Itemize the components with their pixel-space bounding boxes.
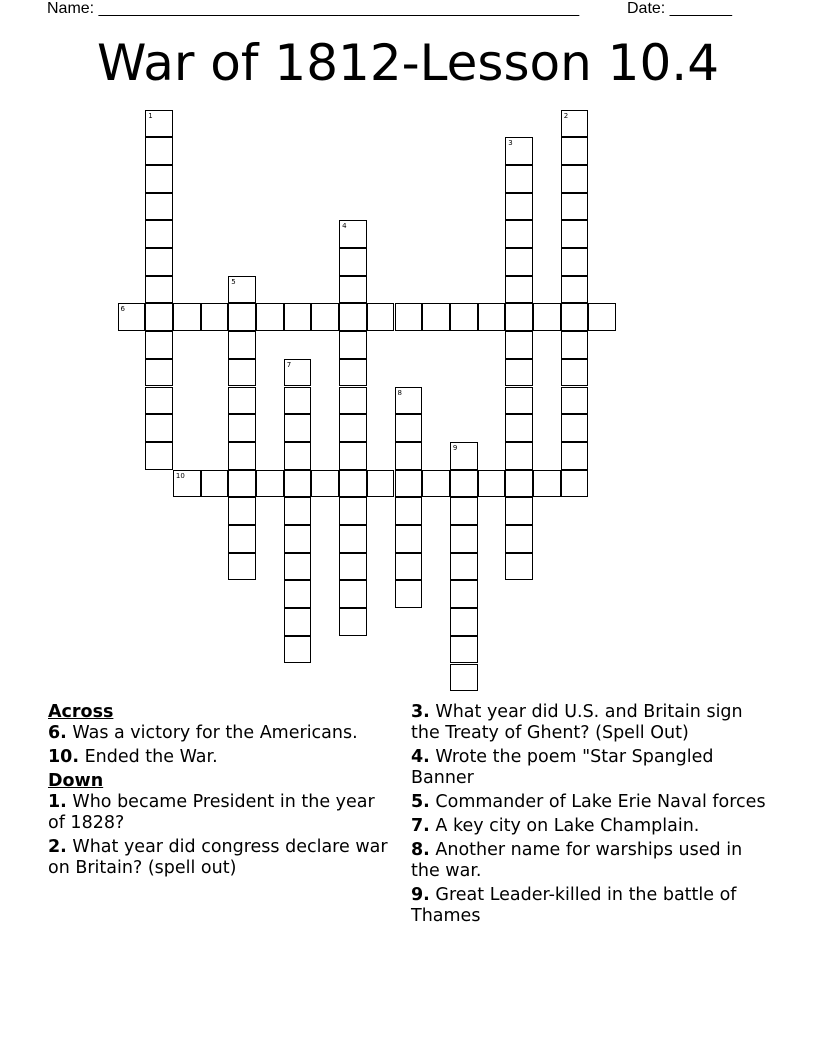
grid-cell[interactable] — [145, 220, 173, 248]
grid-cell[interactable] — [284, 442, 312, 470]
clue-number: 9 — [452, 443, 458, 452]
grid-cell[interactable] — [339, 497, 367, 525]
grid-cell[interactable] — [228, 414, 256, 442]
grid-cell[interactable] — [284, 553, 312, 581]
clue-item-text: Ended the War. — [84, 747, 218, 767]
grid-cell[interactable] — [339, 248, 367, 276]
grid-cell[interactable] — [228, 525, 256, 553]
grid-cell[interactable] — [367, 303, 395, 331]
grid-cell[interactable] — [395, 525, 423, 553]
grid-cell[interactable] — [450, 636, 478, 664]
clue-item-number: 1. — [48, 792, 67, 812]
grid-cell[interactable] — [561, 276, 589, 304]
grid-cell[interactable] — [339, 553, 367, 581]
grid-cell[interactable] — [201, 303, 229, 331]
grid-cell[interactable] — [339, 220, 367, 248]
clue-item — [48, 747, 393, 768]
grid-cell[interactable] — [505, 525, 533, 553]
grid-cell[interactable] — [256, 470, 284, 498]
clue-item — [411, 840, 771, 882]
grid-cell[interactable] — [228, 359, 256, 387]
grid-cell[interactable] — [145, 276, 173, 304]
across-heading: Across — [48, 702, 114, 722]
clue-number: 1 — [148, 111, 153, 120]
clue-item-number: 2. — [48, 837, 67, 857]
clue-item — [411, 816, 771, 837]
grid-cell[interactable] — [145, 414, 173, 442]
grid-cell[interactable] — [339, 387, 367, 415]
clue-item-text: Was a victory for the Americans. — [72, 723, 358, 743]
clue-item — [411, 747, 771, 789]
grid-cell[interactable] — [145, 387, 173, 415]
grid-cell[interactable] — [145, 442, 173, 470]
grid-cell[interactable] — [422, 470, 450, 498]
down-clue-list-continued — [411, 702, 771, 927]
grid-cell[interactable] — [505, 553, 533, 581]
grid-cell[interactable] — [478, 470, 506, 498]
grid-cell[interactable] — [505, 414, 533, 442]
grid-cell[interactable] — [395, 497, 423, 525]
grid-cell[interactable] — [450, 497, 478, 525]
grid-cell[interactable] — [561, 137, 589, 165]
grid-cell[interactable] — [450, 580, 478, 608]
clue-item-text: Wrote the poem "Star Spangled Banner — [411, 747, 714, 788]
grid-cell[interactable] — [311, 470, 339, 498]
grid-cell[interactable] — [588, 303, 616, 331]
grid-cell[interactable] — [173, 303, 201, 331]
grid-cell[interactable] — [339, 414, 367, 442]
grid-cell[interactable] — [145, 303, 173, 331]
page-title: War of 1812-Lesson 10.4 — [96, 34, 720, 92]
grid-cell[interactable] — [505, 442, 533, 470]
grid-cell[interactable] — [339, 359, 367, 387]
grid-cell[interactable] — [561, 248, 589, 276]
grid-cell[interactable] — [505, 220, 533, 248]
grid-cell[interactable] — [450, 470, 478, 498]
date-field-label: Date: _______ — [627, 0, 732, 17]
clue-item-text: Commander of Lake Erie Naval forces — [435, 792, 766, 812]
grid-cell[interactable] — [311, 303, 339, 331]
grid-cell[interactable] — [284, 359, 312, 387]
grid-cell[interactable] — [505, 137, 533, 165]
clue-item-number: 3. — [411, 702, 430, 722]
clue-item-number: 4. — [411, 747, 430, 767]
grid-cell[interactable] — [395, 414, 423, 442]
grid-cell[interactable] — [561, 110, 589, 138]
grid-cell[interactable] — [284, 303, 312, 331]
grid-cell[interactable] — [284, 580, 312, 608]
clue-number: 2 — [563, 111, 569, 120]
grid-cell[interactable] — [561, 387, 589, 415]
grid-cell[interactable] — [228, 331, 256, 359]
grid-cell[interactable] — [395, 442, 423, 470]
grid-cell[interactable] — [118, 303, 146, 331]
grid-cell[interactable] — [395, 303, 423, 331]
grid-cell[interactable] — [284, 525, 312, 553]
grid-cell[interactable] — [228, 387, 256, 415]
grid-cell[interactable] — [173, 470, 201, 498]
grid-cell[interactable] — [422, 303, 450, 331]
grid-cell[interactable] — [339, 608, 367, 636]
grid-cell[interactable] — [561, 303, 589, 331]
grid-cell[interactable] — [395, 553, 423, 581]
clue-number: 4 — [342, 222, 347, 231]
grid-cell[interactable] — [450, 303, 478, 331]
grid-cell[interactable] — [395, 580, 423, 608]
clues-column-left — [48, 702, 393, 882]
clue-number: 8 — [397, 388, 402, 397]
grid-cell[interactable] — [228, 442, 256, 470]
down-clue-list — [48, 792, 393, 879]
grid-cell[interactable] — [367, 470, 395, 498]
grid-cell[interactable] — [284, 387, 312, 415]
clue-item — [48, 723, 393, 744]
clue-number: 10 — [175, 471, 185, 480]
grid-cell[interactable] — [505, 359, 533, 387]
grid-cell[interactable] — [145, 331, 173, 359]
grid-cell[interactable] — [228, 470, 256, 498]
clue-item-text: Who became President in the year of 1828? — [48, 792, 375, 833]
grid-cell[interactable] — [561, 193, 589, 221]
grid-cell[interactable] — [561, 470, 589, 498]
grid-cell[interactable] — [339, 470, 367, 498]
grid-cell[interactable] — [395, 470, 423, 498]
grid-cell[interactable] — [450, 664, 478, 692]
grid-cell[interactable] — [505, 331, 533, 359]
grid-cell[interactable] — [395, 387, 423, 415]
grid-cell[interactable] — [228, 553, 256, 581]
grid-cell[interactable] — [561, 442, 589, 470]
grid-cell[interactable] — [450, 442, 478, 470]
across-clue-list — [48, 723, 393, 768]
clue-item-text: What year did U.S. and Britain sign the Treaty of Ghent? (Spell Out) — [411, 702, 743, 743]
grid-cell[interactable] — [284, 414, 312, 442]
grid-cell[interactable] — [284, 497, 312, 525]
grid-cell[interactable] — [145, 165, 173, 193]
clue-item-text: Another name for warships used in the war. — [411, 840, 743, 881]
grid-cell[interactable] — [505, 387, 533, 415]
clue-item-text: A key city on Lake Champlain. — [435, 816, 700, 836]
grid-cell[interactable] — [561, 220, 589, 248]
grid-cell[interactable] — [256, 303, 284, 331]
clue-item — [411, 885, 771, 927]
grid-cell[interactable] — [478, 303, 506, 331]
grid-cell[interactable] — [284, 470, 312, 498]
clue-number: 6 — [120, 305, 125, 314]
clue-item-text: What year did congress declare war on Britain? (spell out) — [48, 837, 388, 878]
grid-cell[interactable] — [505, 303, 533, 331]
clue-item — [48, 792, 393, 834]
grid-cell[interactable] — [228, 497, 256, 525]
grid-cell[interactable] — [505, 165, 533, 193]
grid-cell[interactable] — [228, 303, 256, 331]
grid-cell[interactable] — [284, 636, 312, 664]
grid-cell[interactable] — [284, 608, 312, 636]
grid-cell[interactable] — [505, 497, 533, 525]
grid-cell[interactable] — [201, 470, 229, 498]
grid-cell[interactable] — [505, 276, 533, 304]
clue-item-number: 6. — [48, 723, 67, 743]
grid-cell[interactable] — [145, 359, 173, 387]
grid-cell[interactable] — [450, 525, 478, 553]
down-heading: Down — [48, 771, 104, 791]
grid-cell[interactable] — [450, 608, 478, 636]
grid-cell[interactable] — [339, 303, 367, 331]
grid-cell[interactable] — [533, 303, 561, 331]
clue-item-number: 8. — [411, 840, 430, 860]
grid-cell[interactable] — [339, 442, 367, 470]
grid-cell[interactable] — [561, 414, 589, 442]
clue-item — [48, 837, 393, 879]
grid-cell[interactable] — [228, 276, 256, 304]
clue-number: 5 — [231, 277, 236, 286]
grid-cell[interactable] — [561, 331, 589, 359]
grid-cell[interactable] — [505, 470, 533, 498]
grid-cell[interactable] — [561, 359, 589, 387]
clue-item-number: 7. — [411, 816, 430, 836]
grid-cell[interactable] — [533, 470, 561, 498]
grid-cell[interactable] — [450, 553, 478, 581]
clue-item-text: Great Leader-killed in the battle of Thames — [411, 885, 737, 926]
grid-cell[interactable] — [505, 248, 533, 276]
clue-item — [411, 792, 771, 813]
name-field-label: Name: ______________________________________________________ — [47, 0, 580, 17]
clue-item-number: 5. — [411, 792, 430, 812]
clue-item-number: 9. — [411, 885, 430, 905]
grid-cell[interactable] — [145, 137, 173, 165]
grid-cell[interactable] — [145, 248, 173, 276]
grid-cell[interactable] — [339, 525, 367, 553]
clue-number: 7 — [286, 360, 292, 369]
grid-cell[interactable] — [145, 193, 173, 221]
grid-cell[interactable] — [561, 165, 589, 193]
clue-item-number: 10. — [48, 747, 80, 767]
clues-column-right — [411, 702, 771, 930]
grid-cell[interactable] — [339, 276, 367, 304]
clue-item — [411, 702, 771, 744]
clue-number: 3 — [508, 139, 513, 148]
grid-cell[interactable] — [505, 193, 533, 221]
grid-cell[interactable] — [339, 331, 367, 359]
grid-cell[interactable] — [145, 110, 173, 138]
grid-cell[interactable] — [339, 580, 367, 608]
